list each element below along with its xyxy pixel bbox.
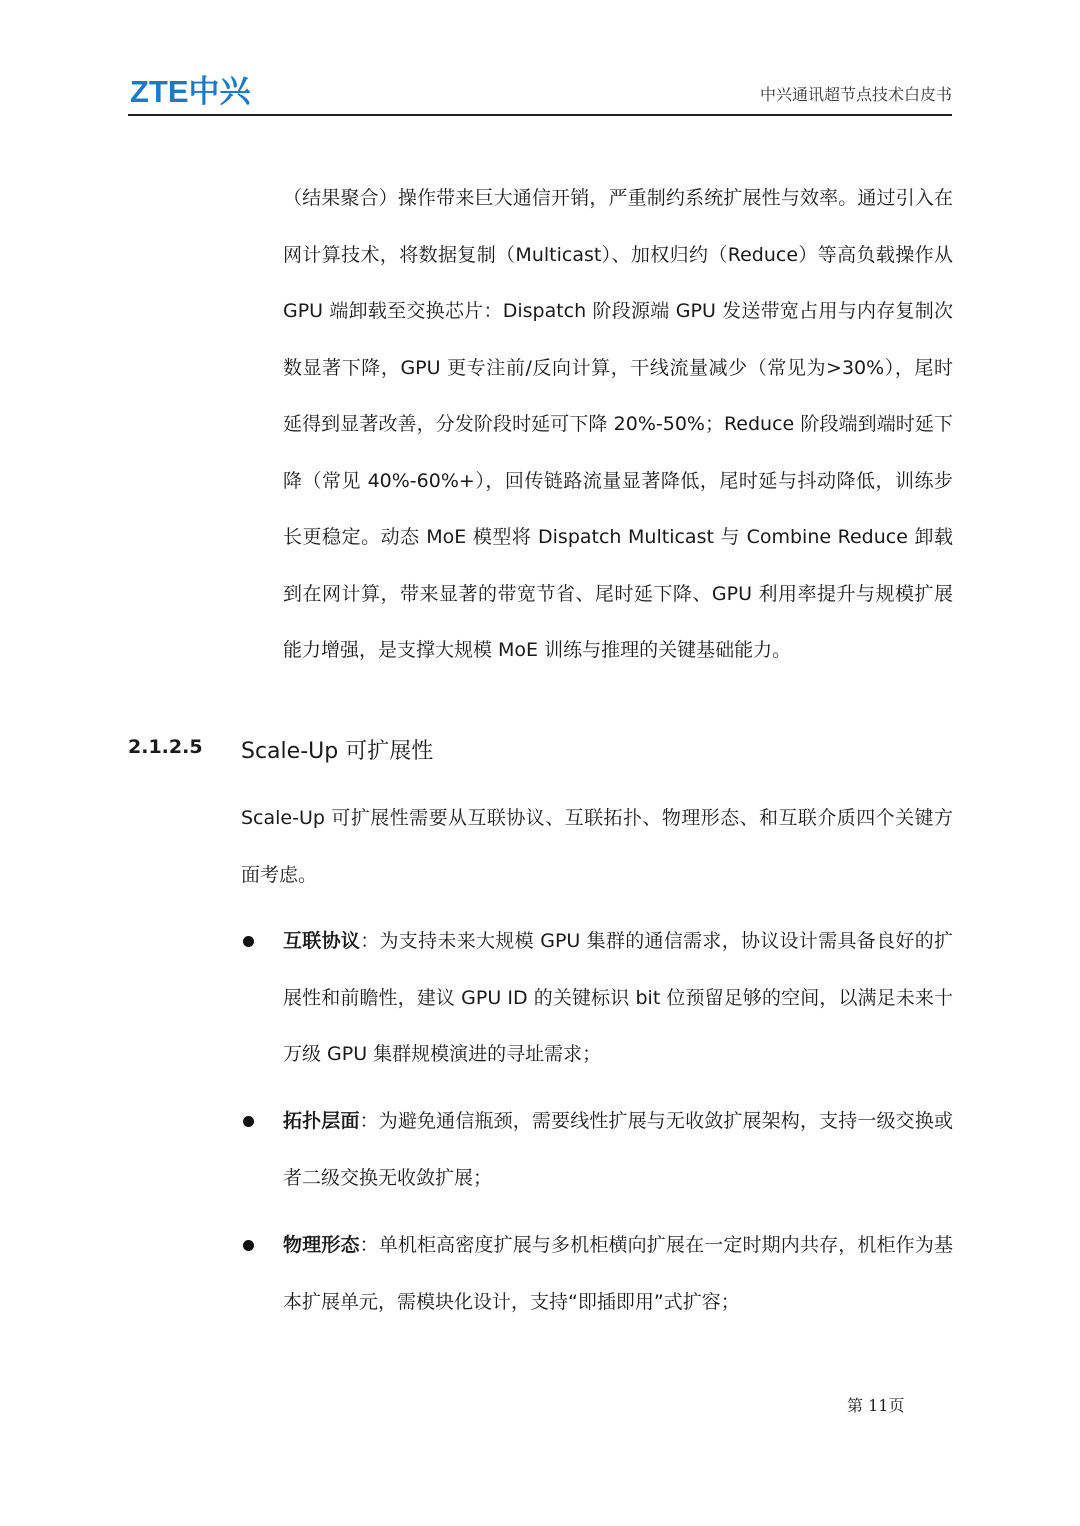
page-header (128, 70, 952, 116)
page-number: 第 11页 (847, 1396, 905, 1415)
bullet-body: ：单机柜高密度扩展与多机柜横向扩展在一定时期内共存，机柜作为基本扩展单元，需模块化设计，支持“即插即用”式扩容； (283, 1234, 953, 1313)
bullet-icon (243, 936, 254, 947)
bullet-item-topology (283, 1093, 953, 1206)
section-title: Scale-Up 可扩展性 (241, 739, 434, 764)
bullet-body: ：为支持未来大规模 GPU 集群的通信需求，协议设计需具备良好的扩展性和前瞻性，建议 GPU ID 的关键标识 bit 位预留足够的空间，以满足未来十万级 GPU 集群规模演进的寻址需求； (283, 930, 953, 1065)
bullet-term: 拓扑层面 (283, 1110, 360, 1132)
section-intro: Scale-Up 可扩展性需要从互联协议、互联拓扑、物理形态、和互联介质四个关键方面考虑。 (241, 807, 953, 886)
bullet-item-physical-form (283, 1217, 953, 1330)
bullet-item-protocol (283, 913, 953, 1083)
section-number: 2.1.2.5 (128, 736, 203, 758)
bullet-body: ：为避免通信瓶颈，需要线性扩展与无收敛扩展架构，支持一级交换或者二级交换无收敛扩展； (283, 1110, 953, 1189)
bullet-term: 物理形态 (283, 1234, 360, 1256)
bullet-icon (243, 1240, 254, 1251)
section-heading (128, 730, 952, 770)
body-paragraph: （结果聚合）操作带来巨大通信开销，严重制约系统扩展性与效率。通过引入在网计算技术，将数据复制（Multicast）、加权归约（Reduce）等高负载操作从GPU 端卸载至交换芯片：Dispatch 阶段源端 GPU 发送带宽占用与内存复制次数显著下降，GPU 更专注前/反向计算，干线流量减少（常见为>30%），尾时延得到显著改善，分发阶段时延可下降 20%-50%；Reduce 阶段端到端时延下降（常见 40%-60%+），回传链路流量显著降低，尾时延与抖动降低，训练步长更稳定。动态 MoE 模型将 Dispatch Multicast 与 Combine Reduce 卸载到在网计算，带来显著的带宽节省、尾时延下降、GPU 利用率提升与规模扩展能力增强，是支撑大规模 MoE 训练与推理的关键基础能力。 (283, 187, 953, 661)
zte-logo: ZTE中兴 (130, 74, 251, 109)
document-title: 中兴通讯超节点技术白皮书 (759, 85, 952, 104)
bullet-term: 互联协议 (283, 930, 361, 952)
bullet-icon (243, 1116, 254, 1127)
